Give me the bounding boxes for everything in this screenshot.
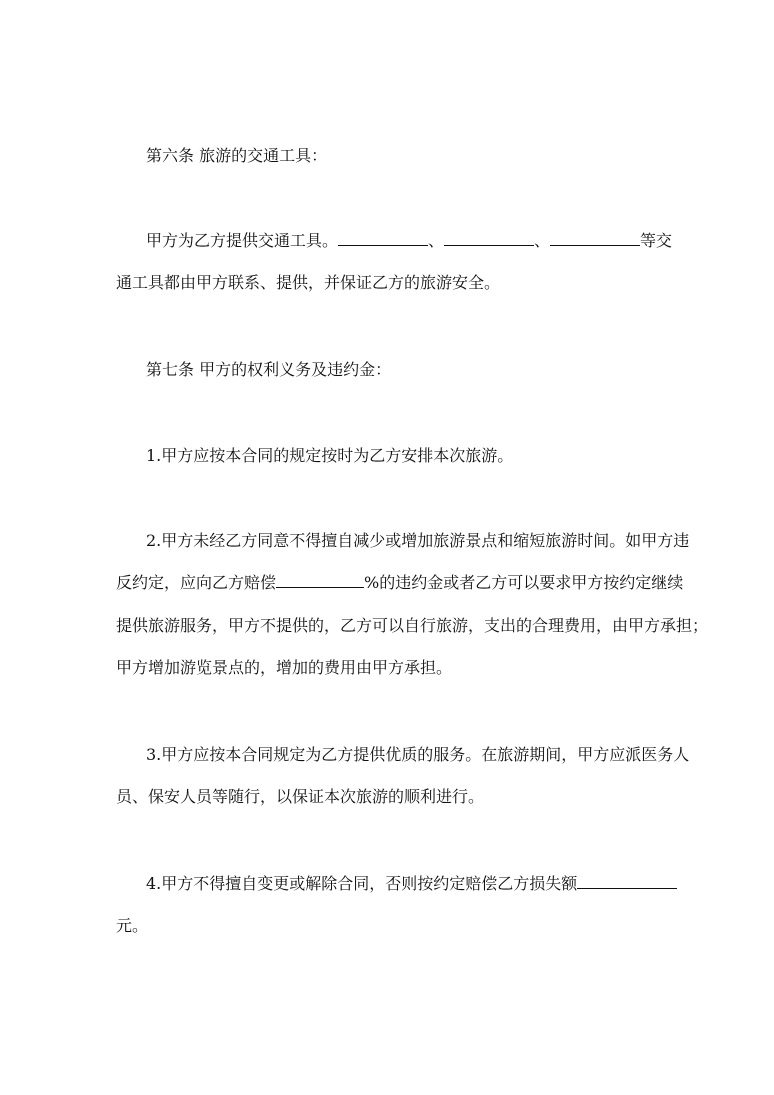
blank-penalty-percent[interactable] (276, 572, 364, 588)
blank-vehicle-2[interactable] (444, 230, 534, 246)
blank-vehicle-1[interactable] (338, 230, 428, 246)
article7-item2-line2 (116, 572, 683, 594)
item2-text-a: 反约定，应向乙方赔偿 (116, 573, 277, 592)
blank-loss-amount[interactable] (577, 873, 677, 889)
article7-item2-line3: 提供旅游服务，甲方不提供的，乙方可以自行旅游，支出的合理费用，由甲方承担； (116, 616, 709, 635)
article7-item3-line2: 员、保安人员等随行，以保证本次旅游的顺利进行。 (116, 787, 485, 806)
article6-paragraph-line1 (146, 230, 672, 252)
item4-text: 4.甲方不得擅自变更或解除合同，否则按约定赔偿乙方损失额 (146, 874, 578, 893)
article7-item2-line4: 甲方增加游览景点的，增加的费用由甲方承担。 (116, 658, 453, 677)
article6-text-b: 等交 (640, 231, 673, 250)
article7-item4-line2: 元。 (116, 916, 149, 935)
blank-vehicle-3[interactable] (550, 230, 640, 246)
item2-text-b: %的违约金或者乙方可以要求甲方按约定继续 (364, 573, 684, 592)
article6-paragraph-line2: 通工具都由甲方联系、提供，并保证乙方的旅游安全。 (116, 273, 501, 292)
article7-item3-line1: 3.甲方应按本合同规定为乙方提供优质的服务。在旅游期间，甲方应派医务人 (146, 745, 690, 764)
article6-heading: 第六条 旅游的交通工具： (146, 146, 328, 165)
article7-item2-line1: 2.甲方未经乙方同意不得擅自减少或增加旅游景点和缩短旅游时间。如甲方违 (146, 531, 690, 550)
article7-item1: 1.甲方应按本合同的规定按时为乙方安排本次旅游。 (146, 446, 514, 465)
article7-heading: 第七条 甲方的权利义务及违约金： (146, 360, 392, 379)
article7-item4-line1 (146, 873, 677, 895)
separator-2: 、 (534, 231, 551, 250)
separator-1: 、 (428, 231, 445, 250)
article6-text-a: 甲方为乙方提供交通工具。 (146, 231, 339, 250)
